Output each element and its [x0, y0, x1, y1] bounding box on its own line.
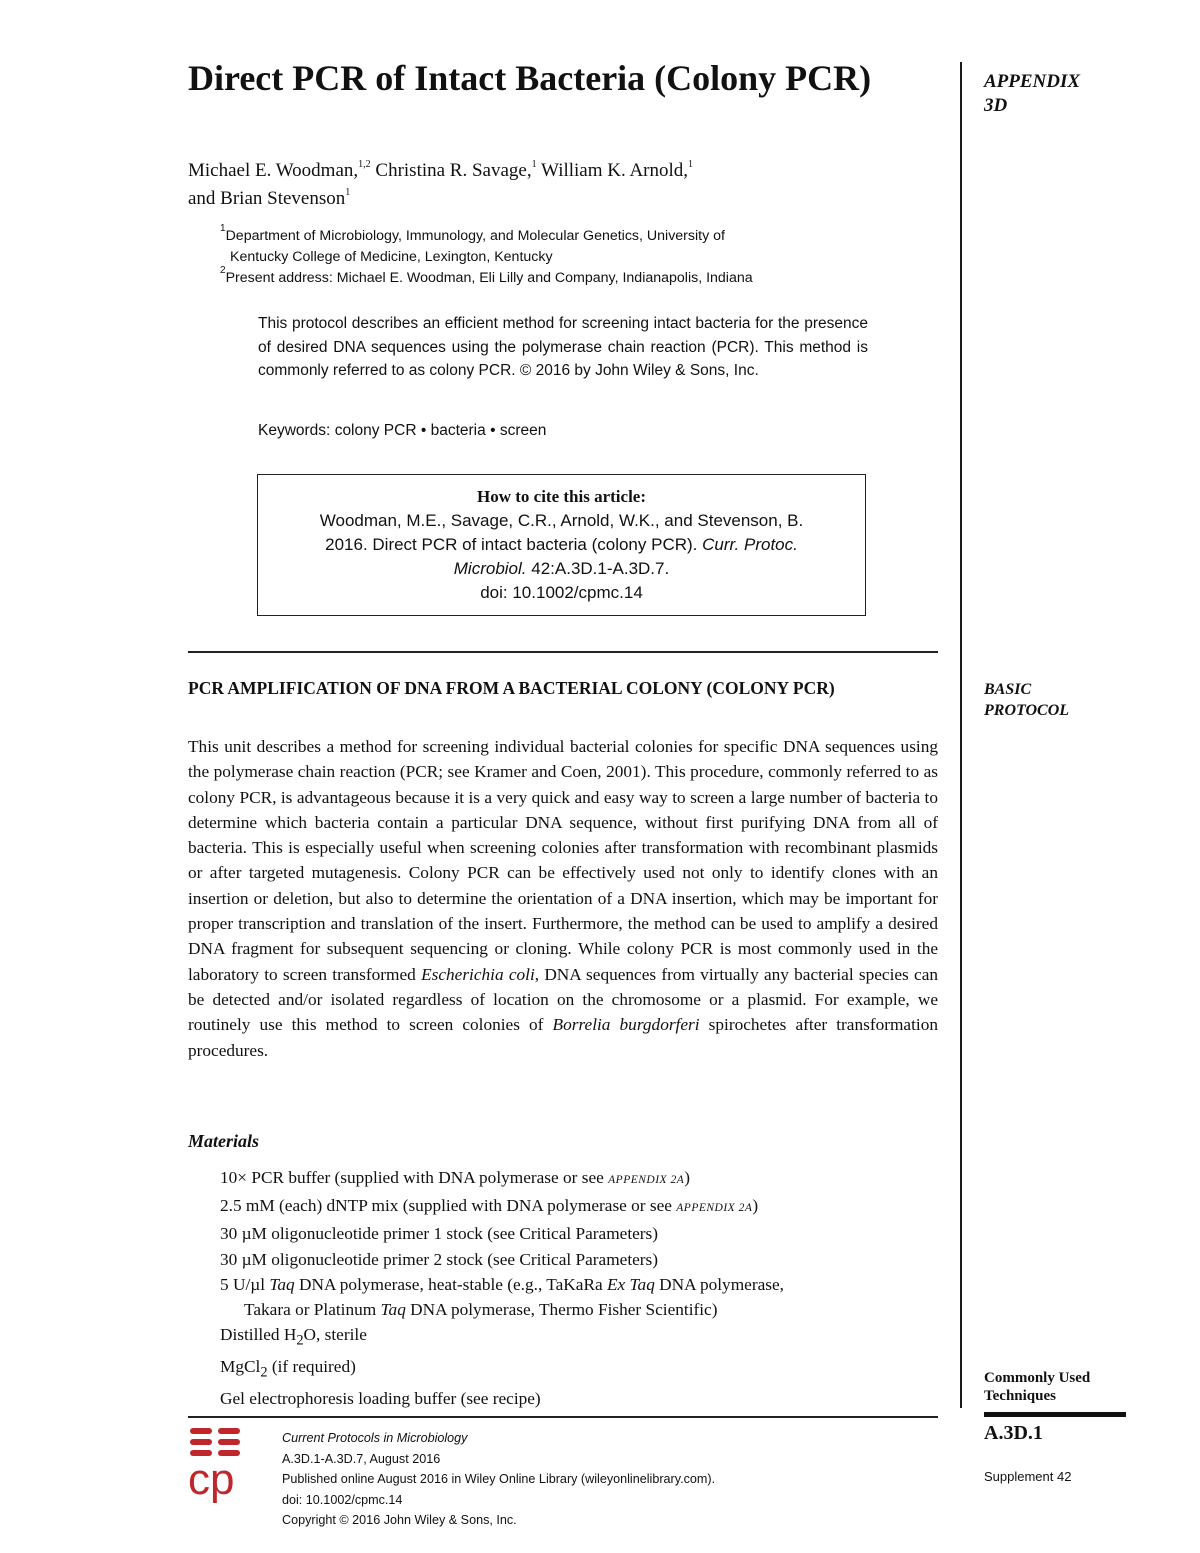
body-text: spirochetes after transformation procedures. [188, 1015, 938, 1060]
category-label-line: Commonly Used [984, 1370, 1091, 1386]
citation-line [258, 533, 865, 557]
affiliation-mark: 1 [220, 223, 226, 234]
enzyme-name: Taq [269, 1274, 295, 1294]
material-text: 10× PCR buffer (supplied with DNA polymerase or see [220, 1168, 604, 1187]
section-heading: PCR AMPLIFICATION OF DNA FROM A BACTERIAL COLONY (COLONY PCR) [188, 678, 835, 698]
author-affil-mark: 1,2 [358, 159, 371, 170]
affiliation-mark: 2 [220, 265, 226, 276]
list-item [220, 1272, 940, 1322]
author-name: and Brian Stevenson [188, 188, 346, 209]
body-paragraph [188, 734, 938, 1063]
keyword: screen [499, 422, 547, 439]
protocol-label-line: PROTOCOL [984, 702, 1070, 719]
footer-doi: doi: 10.1002/cpmc.14 [282, 1492, 403, 1507]
appendix-label-line: APPENDIX [984, 71, 1081, 92]
material-text: O, sterile [303, 1325, 367, 1345]
list-item-continuation [220, 1297, 940, 1322]
material-text: MgCl [220, 1356, 261, 1376]
footer-journal [282, 1428, 902, 1469]
category-label-line: Techniques [984, 1388, 1056, 1404]
list-item: 30 µM oligonucleotide primer 1 stock (see Critical Parameters) [220, 1224, 659, 1244]
affiliation-2 [220, 265, 860, 289]
body-text: , DNA sequences from virtually any bacterial species can be detected and/or isolated regardless of location on the chromosome or a plasmid. For example, we routinely use this method to screen colonies of [188, 964, 939, 1035]
footer-published: Published online August 2016 in Wiley Online Library (wileyonlinelibrary.com). [282, 1472, 716, 1486]
list-item [220, 1165, 940, 1193]
citation-line: Woodman, M.E., Savage, C.R., Arnold, W.K., and Stevenson, B. [319, 511, 804, 530]
material-text: Takara or Platinum [244, 1300, 377, 1320]
list-item [220, 1354, 940, 1386]
author-affil-mark: 1 [345, 187, 351, 198]
subscript: 2 [260, 1364, 268, 1381]
author-name: Michael E. Woodman, [188, 160, 359, 181]
citation-text: 2016. Direct PCR of intact bacteria (colony PCR). [325, 535, 698, 554]
citation-journal: Microbiol. [453, 559, 527, 578]
affiliation-text: Present address: Michael E. Woodman, Eli Lilly and Company, Indianapolis, Indiana [225, 270, 753, 286]
material-text: DNA polymerase, Thermo Fisher Scientific) [410, 1300, 718, 1320]
citation-box [257, 474, 866, 616]
material-text: 2.5 mM (each) dNTP mix (supplied with DNA polymerase or see [220, 1196, 672, 1216]
affiliation-1 [220, 223, 860, 247]
list-item [220, 1193, 940, 1221]
cross-reference: APPENDIX 2A [676, 1202, 753, 1215]
citation-journal: Curr. Protoc. [702, 535, 798, 554]
keyword-separator: • [490, 422, 496, 439]
logo-text: cp [188, 1455, 235, 1504]
supplement-number: Supplement 42 [984, 1469, 1072, 1484]
list-item: 30 µM oligonucleotide primer 2 stock (see Critical Parameters) [220, 1249, 659, 1269]
body-text: This unit describes a method for screening individual bacterial colonies for specific DNA sequences using the polymerase chain reaction (PCR; see Kramer and Coen, 2001). This procedure, commonly referred to as colony PCR, is advantageous because it is a very quick and easy way to screen a large number of bacteria to determine which bacteria contain a particular DNA sequence, without first purifying DNA from all of bacteria. This is especially useful when screening colonies after transformation with recombinant plasmids or after targeted mutagenesis. Colony PCR can be effectively used not only to identify clones with an insertion or deletion, but also to determine the orientation of a DNA insertion, which may be important for proper transcription and translation of the insert. Furthermore, the method can be used to amplify a desired DNA fragment for subsequent sequencing or cloning. While colony PCR is most commonly used in the laboratory to screen transformed [188, 737, 938, 984]
footer-divider [188, 1416, 938, 1418]
basic-protocol-label [984, 679, 1069, 721]
cp-logo-icon [188, 1426, 248, 1508]
citation-doi: doi: 10.1002/cpmc.14 [480, 583, 643, 602]
citation-pages: 42:A.3D.1-A.3D.7. [531, 559, 670, 578]
list-item: Gel electrophoresis loading buffer (see recipe) [220, 1388, 541, 1408]
cross-reference: APPENDIX 2A [608, 1174, 685, 1186]
abstract: This protocol describes an efficient method for screening intact bacteria for the presence of desired DNA sequences using the polymerase chain reaction (PCR). This method is commonly referred to as colony PCR. © 2016 by John Wiley & Sons, Inc. [258, 315, 868, 379]
author-name: William K. Arnold, [541, 160, 689, 181]
footer-copyright: Copyright © 2016 John Wiley & Sons, Inc. [282, 1513, 517, 1527]
author-affil-mark: 1 [688, 159, 694, 170]
journal-issue: A.3D.1-A.3D.7, August 2016 [282, 1451, 441, 1466]
keywords-label: Keywords: [258, 422, 331, 439]
citation-heading: How to cite this article: [477, 487, 646, 506]
subscript: 2 [296, 1332, 304, 1349]
affiliations [220, 223, 860, 289]
list-item [220, 1322, 940, 1354]
unit-number: A.3D.1 [984, 1422, 1043, 1444]
species-name: Borrelia burgdorferi [552, 1015, 700, 1035]
unit-rule [984, 1412, 1126, 1417]
footer-info [282, 1428, 902, 1531]
enzyme-name: Taq [380, 1300, 406, 1320]
appendix-label [984, 70, 1080, 118]
material-text: ) [684, 1168, 690, 1187]
affiliation-1-cont: Kentucky College of Medicine, Lexington, Kentucky [230, 249, 553, 265]
enzyme-name: Ex Taq [606, 1274, 655, 1294]
author-affil-mark: 1 [531, 159, 537, 170]
materials-heading: Materials [188, 1131, 260, 1151]
material-text: ) [752, 1196, 759, 1216]
affiliation-text: Department of Microbiology, Immunology, and Molecular Genetics, University of [225, 228, 725, 244]
material-text: Distilled H [220, 1325, 297, 1345]
citation-line [258, 557, 865, 581]
author-list [188, 157, 908, 213]
author-name: Christina R. Savage, [375, 160, 532, 181]
material-text: 5 U/µl [220, 1274, 266, 1294]
species-name: Escherichia coli [421, 964, 535, 984]
article-title: Direct PCR of Intact Bacteria (Colony PCR) [188, 58, 872, 98]
keyword: colony PCR [334, 422, 417, 439]
material-text: (if required) [271, 1356, 356, 1376]
materials-list [220, 1165, 940, 1411]
section-divider [188, 651, 938, 653]
protocol-label-line: BASIC [984, 681, 1032, 698]
category-label [984, 1369, 1090, 1405]
journal-name: Current Protocols in Microbiology [282, 1431, 468, 1445]
keywords [258, 420, 868, 442]
material-text: DNA polymerase, heat-stable (e.g., TaKaRa [298, 1274, 603, 1294]
appendix-label-line: 3D [984, 95, 1008, 116]
material-text: DNA polymerase, [659, 1274, 784, 1294]
keyword: bacteria [430, 422, 486, 439]
margin-rule [960, 62, 962, 1408]
keyword-separator: • [420, 422, 427, 439]
